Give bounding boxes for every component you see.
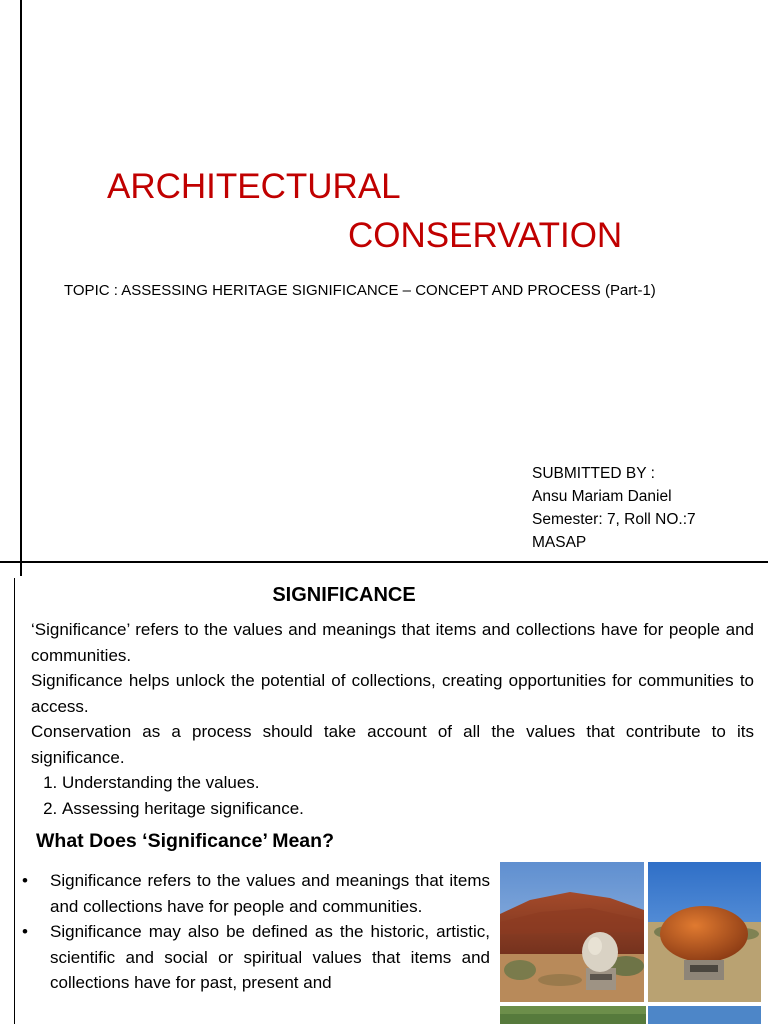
landscape-photo: [500, 1006, 761, 1024]
program-name: MASAP: [532, 534, 587, 551]
title-line-1: ARCHITECTURAL: [107, 167, 401, 206]
bullet-list: [22, 868, 490, 996]
author-name: Ansu Mariam Daniel: [532, 488, 672, 505]
submitted-by-block: [532, 462, 696, 554]
topic-line: TOPIC : ASSESSING HERITAGE SIGNIFICANCE – CONCEPT AND PROCESS (Part-1): [64, 282, 656, 299]
significance-heading: SIGNIFICANCE: [272, 584, 416, 606]
rock-monument-photo: [500, 862, 644, 1002]
list-item: 1. Understanding the values.: [62, 770, 754, 796]
submitted-label: SUBMITTED BY :: [532, 465, 655, 482]
list-item: 2. Assessing heritage significance.: [62, 796, 754, 822]
bullet-dot: •: [22, 922, 28, 941]
slide2-left-rule: [14, 578, 15, 1024]
bullet-text: Significance refers to the values and meanings that items and collections have for people and communities.: [50, 871, 490, 916]
paragraph: ‘Significance’ refers to the values and meanings that items and collections have for people and communities.: [31, 620, 754, 665]
cover-left-rule: [20, 0, 22, 576]
numbered-list: [31, 770, 754, 821]
bullet-dot: •: [22, 871, 28, 890]
bullet-item: [22, 868, 490, 919]
significance-body: [31, 617, 754, 821]
paragraph: Significance helps unlock the potential of collections, creating opportunities for communities to access.: [31, 671, 754, 716]
slide-divider: [0, 561, 768, 563]
semester-roll: Semester: 7, Roll NO.:7: [532, 511, 696, 528]
bullet-item: [22, 919, 490, 996]
what-does-significance-mean-heading: What Does ‘Significance’ Mean?: [36, 830, 334, 852]
boulder-photo: [648, 862, 761, 1002]
paragraph: Conservation as a process should take account of all the values that contribute to its significance.: [31, 722, 754, 767]
bullet-text: Significance may also be defined as the historic, artistic, scientific and social or spiritual values that items and collections have for past, present and: [50, 922, 490, 992]
title-line-2: CONSERVATION: [348, 216, 623, 255]
